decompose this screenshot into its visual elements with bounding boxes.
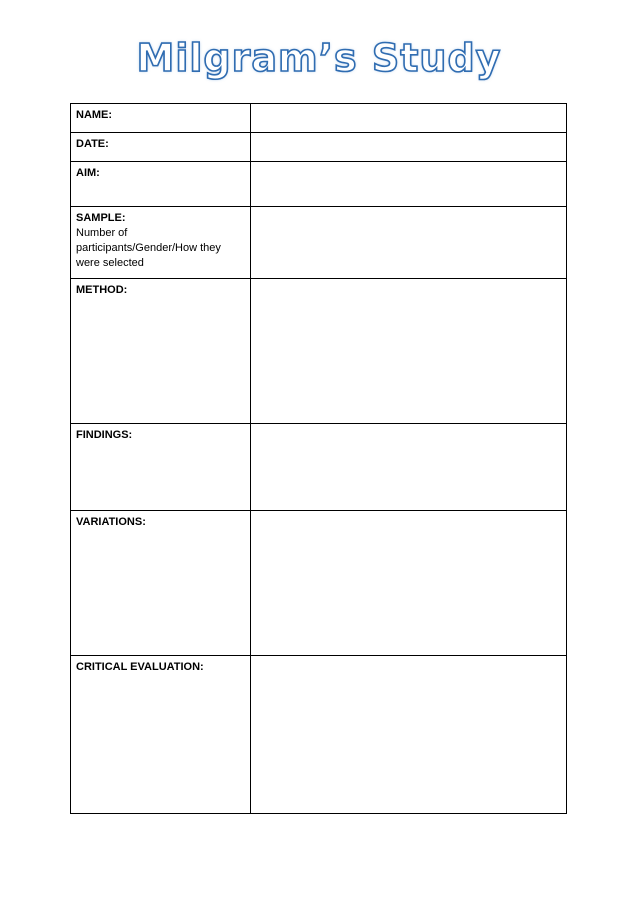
sample-label: SAMPLE: (76, 212, 126, 224)
label-cell-sample (71, 207, 251, 279)
sample-sublabel-line-1: Number of (76, 227, 128, 239)
row-aim (71, 162, 567, 207)
date-answer-field[interactable] (251, 133, 567, 162)
aim-answer-field[interactable] (251, 162, 567, 207)
row-method (71, 279, 567, 424)
variations-answer-field[interactable] (251, 511, 567, 656)
name-label: NAME: (76, 109, 113, 121)
critical-evaluation-answer-field[interactable] (251, 656, 567, 814)
findings-label: FINDINGS: (76, 429, 133, 441)
variations-label: VARIATIONS: (76, 516, 146, 528)
method-answer-field[interactable] (251, 279, 567, 424)
label-cell-method (71, 279, 251, 424)
worksheet-table (70, 103, 567, 814)
row-date (71, 133, 567, 162)
aim-label: AIM: (76, 167, 100, 179)
row-name (71, 104, 567, 133)
critical-evaluation-label: CRITICAL EVALUATION: (76, 661, 204, 673)
date-label: DATE: (76, 138, 109, 150)
label-cell-critical-evaluation (71, 656, 251, 814)
method-label: METHOD: (76, 284, 128, 296)
findings-answer-field[interactable] (251, 424, 567, 511)
label-cell-findings (71, 424, 251, 511)
label-cell-aim (71, 162, 251, 207)
name-answer-field[interactable] (251, 104, 567, 133)
label-cell-name (71, 104, 251, 133)
row-critical-evaluation (71, 656, 567, 814)
sample-sublabel-line-2: participants/Gender/How they (76, 242, 221, 254)
row-findings (71, 424, 567, 511)
sample-answer-field[interactable] (251, 207, 567, 279)
row-variations (71, 511, 567, 656)
row-sample (71, 207, 567, 279)
label-cell-variations (71, 511, 251, 656)
sample-sublabel-line-3: were selected (76, 257, 144, 269)
label-cell-date (71, 133, 251, 162)
page-title: Milgram’s Study (136, 36, 502, 80)
